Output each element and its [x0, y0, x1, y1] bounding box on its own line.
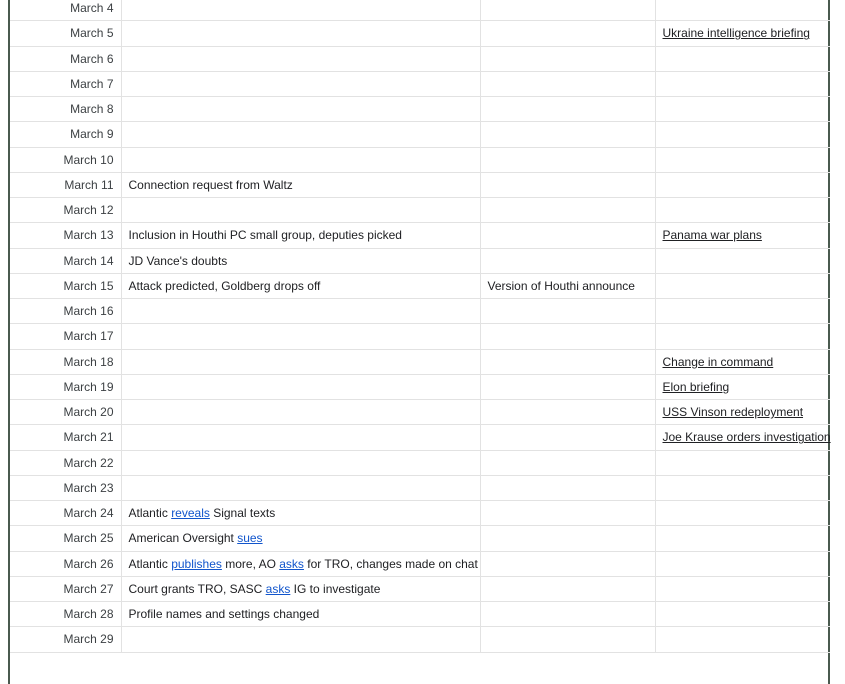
event-cell[interactable]: [121, 172, 480, 197]
table-row: [10, 374, 830, 399]
date-cell[interactable]: March 10: [10, 147, 121, 172]
date-cell[interactable]: March 20: [10, 400, 121, 425]
event-cell[interactable]: [121, 526, 480, 551]
event-cell[interactable]: [121, 400, 480, 425]
event-cell[interactable]: [121, 97, 480, 122]
cell[interactable]: [655, 198, 830, 223]
cell[interactable]: [655, 602, 830, 627]
cell[interactable]: [480, 21, 655, 46]
date-cell[interactable]: March 9: [10, 122, 121, 147]
table-row: [10, 551, 830, 576]
table-row: [10, 400, 830, 425]
event-cell[interactable]: [121, 576, 480, 601]
table-row: [10, 349, 830, 374]
cell[interactable]: [480, 602, 655, 627]
cell[interactable]: [480, 627, 655, 652]
event-text: Profile names and settings changed: [128, 607, 320, 622]
event-cell[interactable]: [121, 450, 480, 475]
spreadsheet-grid: [8, 0, 830, 684]
date-cell[interactable]: March 23: [10, 475, 121, 500]
date-cell[interactable]: March 11: [10, 172, 121, 197]
cell[interactable]: [480, 273, 655, 298]
date-cell[interactable]: March 21: [10, 425, 121, 450]
event-cell[interactable]: [121, 374, 480, 399]
date-cell[interactable]: March 17: [10, 324, 121, 349]
date-cell[interactable]: March 6: [10, 46, 121, 71]
table-row: [10, 122, 830, 147]
cell[interactable]: [655, 526, 830, 551]
event-cell[interactable]: [121, 475, 480, 500]
cell[interactable]: [480, 46, 655, 71]
cell[interactable]: [655, 627, 830, 652]
cell[interactable]: [480, 147, 655, 172]
date-cell[interactable]: March 5: [10, 21, 121, 46]
cell[interactable]: [480, 198, 655, 223]
cell[interactable]: [655, 450, 830, 475]
table-row: [10, 97, 830, 122]
table-row: [10, 223, 830, 248]
table-row: [10, 425, 830, 450]
event-text: Attack predicted, Goldberg drops off: [128, 278, 321, 293]
event-cell[interactable]: [121, 299, 480, 324]
date-cell[interactable]: March 26: [10, 551, 121, 576]
date-cell[interactable]: March 27: [10, 576, 121, 601]
table-row: [10, 172, 830, 197]
table-row: [10, 21, 830, 46]
timeline-table: [10, 0, 830, 653]
event-cell[interactable]: [121, 71, 480, 96]
event-cell[interactable]: [121, 223, 480, 248]
date-cell[interactable]: March 16: [10, 299, 121, 324]
event-text: Inclusion in Houthi PC small group, deputies picked: [128, 228, 402, 243]
cell[interactable]: [480, 71, 655, 96]
cell[interactable]: [480, 172, 655, 197]
date-cell[interactable]: March 13: [10, 223, 121, 248]
table-row: [10, 501, 830, 526]
table-row: [10, 627, 830, 652]
cell[interactable]: [655, 71, 830, 96]
cell[interactable]: [655, 172, 830, 197]
table-row: [10, 71, 830, 96]
cell[interactable]: [480, 551, 655, 576]
event-text: IG to investigate: [290, 581, 381, 596]
table-row: [10, 0, 830, 21]
link-elon-briefing[interactable]: Elon briefing: [662, 379, 730, 394]
table-row: [10, 198, 830, 223]
cell[interactable]: [655, 349, 830, 374]
event-cell[interactable]: [121, 21, 480, 46]
date-cell[interactable]: March 24: [10, 501, 121, 526]
cell[interactable]: [655, 475, 830, 500]
table-row: [10, 299, 830, 324]
cell[interactable]: [480, 450, 655, 475]
cell[interactable]: [480, 223, 655, 248]
link-reveals[interactable]: reveals: [171, 506, 210, 521]
cell[interactable]: [480, 299, 655, 324]
link-joe-krause-orders-investigation[interactable]: Joe Krause orders investigation: [662, 430, 831, 445]
cell[interactable]: [480, 576, 655, 601]
cell[interactable]: [655, 223, 830, 248]
table-row: [10, 526, 830, 551]
cell[interactable]: [655, 273, 830, 298]
cell[interactable]: [480, 526, 655, 551]
event-cell[interactable]: [121, 198, 480, 223]
date-cell[interactable]: March 22: [10, 450, 121, 475]
event-text: Atlantic: [128, 506, 172, 521]
cell[interactable]: [480, 400, 655, 425]
event-text: Connection request from Waltz: [128, 177, 293, 192]
cell[interactable]: [480, 475, 655, 500]
date-cell[interactable]: March 8: [10, 97, 121, 122]
cell[interactable]: [480, 374, 655, 399]
cell[interactable]: [655, 0, 830, 21]
link-change-in-command[interactable]: Change in command: [662, 354, 774, 369]
cell[interactable]: [655, 46, 830, 71]
table-row: [10, 576, 830, 601]
cell[interactable]: [655, 248, 830, 273]
table-row: [10, 324, 830, 349]
event-cell[interactable]: [121, 46, 480, 71]
event-text: JD Vance's doubts: [128, 253, 228, 268]
event-cell[interactable]: [121, 425, 480, 450]
cell[interactable]: [655, 551, 830, 576]
event-cell[interactable]: [121, 0, 480, 21]
cell[interactable]: [480, 501, 655, 526]
cell[interactable]: [655, 324, 830, 349]
link-uss-vinson-redeployment[interactable]: USS Vinson redeployment: [662, 405, 804, 420]
table-row: [10, 450, 830, 475]
event-cell[interactable]: [121, 627, 480, 652]
date-cell[interactable]: March 7: [10, 71, 121, 96]
cell[interactable]: [655, 374, 830, 399]
event-text: American Oversight: [128, 531, 238, 546]
event-cell[interactable]: [121, 248, 480, 273]
cell[interactable]: [655, 147, 830, 172]
link-asks[interactable]: asks: [265, 581, 291, 596]
cell[interactable]: [655, 425, 830, 450]
cell[interactable]: [480, 248, 655, 273]
cell[interactable]: [480, 97, 655, 122]
date-cell[interactable]: March 25: [10, 526, 121, 551]
cell-text: Version of Houthi announce: [487, 278, 635, 293]
event-cell[interactable]: [121, 324, 480, 349]
date-cell[interactable]: March 4: [10, 0, 121, 21]
table-row: [10, 475, 830, 500]
cell[interactable]: [655, 501, 830, 526]
cell[interactable]: [655, 400, 830, 425]
cell[interactable]: [480, 122, 655, 147]
cell[interactable]: [655, 122, 830, 147]
date-cell[interactable]: March 29: [10, 627, 121, 652]
link-asks[interactable]: asks: [279, 556, 304, 571]
date-cell[interactable]: March 15: [10, 273, 121, 298]
table-row: [10, 273, 830, 298]
link-ukraine-intelligence-briefing[interactable]: Ukraine intelligence briefing: [662, 26, 810, 41]
event-cell[interactable]: [121, 551, 480, 576]
event-cell[interactable]: [121, 602, 480, 627]
cell[interactable]: [480, 324, 655, 349]
event-text: Signal texts: [209, 506, 276, 521]
event-text: for TRO, changes made on chat: [303, 556, 478, 571]
event-cell[interactable]: [121, 501, 480, 526]
event-cell[interactable]: [121, 147, 480, 172]
link-sues[interactable]: sues: [237, 531, 263, 546]
event-cell[interactable]: [121, 349, 480, 374]
cell[interactable]: [655, 97, 830, 122]
table-row: [10, 46, 830, 71]
cell[interactable]: [480, 0, 655, 21]
date-cell[interactable]: March 12: [10, 198, 121, 223]
cell[interactable]: [655, 576, 830, 601]
event-cell[interactable]: [121, 122, 480, 147]
cell[interactable]: [655, 299, 830, 324]
table-row: [10, 602, 830, 627]
date-cell[interactable]: March 18: [10, 349, 121, 374]
cell[interactable]: [480, 349, 655, 374]
date-cell[interactable]: March 28: [10, 602, 121, 627]
table-row: [10, 147, 830, 172]
event-cell[interactable]: [121, 273, 480, 298]
table-row: [10, 248, 830, 273]
event-text: Atlantic: [128, 556, 172, 571]
date-cell[interactable]: March 19: [10, 374, 121, 399]
date-cell[interactable]: March 14: [10, 248, 121, 273]
link-panama-war-plans[interactable]: Panama war plans: [662, 228, 762, 243]
event-text: Court grants TRO, SASC: [128, 581, 266, 596]
event-text: more, AO: [221, 556, 280, 571]
link-publishes[interactable]: publishes: [171, 556, 222, 571]
cell[interactable]: [655, 21, 830, 46]
cell[interactable]: [480, 425, 655, 450]
